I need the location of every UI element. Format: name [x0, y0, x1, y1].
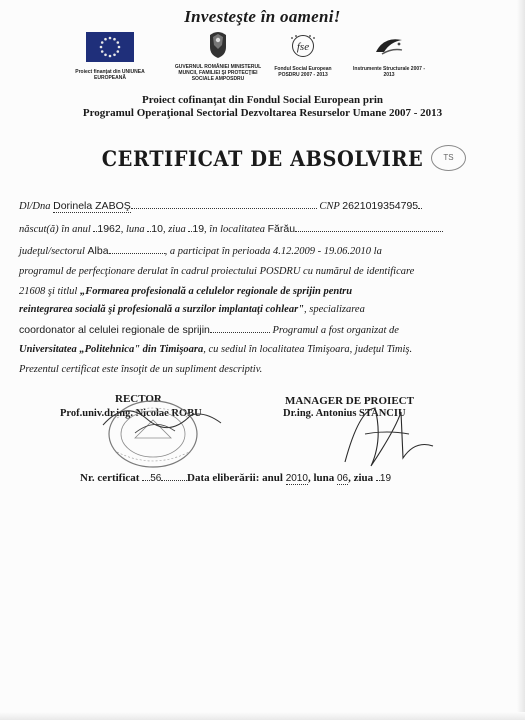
body-line-county: [19, 245, 382, 257]
dotted-leader: [210, 332, 270, 333]
county-value: Alba: [87, 245, 109, 257]
dotted-leader: [142, 480, 150, 481]
issue-date-label: Data eliberării: anul: [187, 472, 283, 484]
dotted-leader: [161, 480, 189, 481]
government-logo-caption: GUVERNUL ROMÂNIEI MINISTERUL MUNCII, FAMILIEI ŞI PROTECŢIEI SOCIALE AMPOSDRU: [174, 64, 262, 82]
body-line-birth: [19, 223, 443, 235]
certificate-title: CERTIFICAT DE ABSOLVIRE: [101, 146, 424, 171]
fse-logo: [272, 34, 334, 78]
period-text: , a participat în perioada 4.12.2009 - 19.06.2010 la: [164, 246, 382, 257]
specialization-label: , specializarea: [303, 304, 365, 315]
ts-stamp-mark: TS: [431, 145, 466, 171]
issue-day: 19: [379, 473, 392, 484]
specialization-value: coordonator al celulei regionale de sprijin: [19, 324, 210, 336]
birth-day: 19: [192, 223, 205, 235]
dotted-leader: [295, 231, 443, 232]
day-label: , ziua: [162, 224, 186, 235]
cnp-value: 2621019354795: [342, 200, 419, 212]
dotted-leader: [109, 253, 165, 254]
scan-edge-right: [517, 0, 525, 720]
structural-instruments-icon: [372, 34, 406, 58]
structural-instruments-logo: [352, 34, 426, 78]
name-value: Dorinela ZABOŞ: [53, 200, 131, 212]
birth-year: 1962: [97, 223, 121, 235]
rector-name: Prof.univ.dr.ing. Nicolae ROBU: [60, 408, 202, 419]
birth-locality: Fărău: [267, 223, 296, 235]
university-name: Universitatea „Politehnica" din Timişoara: [19, 344, 204, 355]
body-line-project-title-2: [19, 304, 365, 315]
eu-flag-icon: [86, 32, 134, 62]
scan-edge-bottom: [0, 712, 525, 720]
project-line-1: Proiect cofinanţat din Fondul Social European prin: [141, 94, 383, 106]
dotted-leader-end: [418, 207, 422, 209]
fse-logo-caption: Fondul Social European POSDRU 2007 - 2013: [274, 66, 332, 78]
county-label: judeţul/sectorul: [19, 246, 85, 257]
svg-text:fse: fse: [296, 41, 310, 53]
issue-year: 2010: [285, 473, 308, 484]
government-logo: [174, 29, 262, 82]
certificate-number-line: [80, 472, 189, 484]
issue-month-label: , luna: [307, 472, 335, 484]
cert-number-label: Nr. certificat: [80, 472, 140, 484]
name-prefix: Dl/Dna: [19, 201, 51, 212]
structural-instruments-caption: Instrumente Structurale 2007 - 2013: [353, 66, 425, 78]
born-label: născut(ă) în anul: [19, 224, 91, 235]
body-line-university: [19, 344, 412, 355]
birth-month: 10: [151, 223, 163, 235]
eu-logo-caption: Proiect finanţat din UNIUNEA EUROPEANĂ: [75, 69, 145, 81]
eu-logo: [75, 32, 145, 81]
manager-name: Dr.ing. Antonius STANCIU: [283, 408, 406, 419]
issue-day-label: , ziua: [348, 472, 374, 484]
manager-signature: [335, 400, 445, 475]
issue-date-line: [187, 472, 391, 484]
motto: Investeşte în oameni!: [184, 7, 341, 26]
university-location: , cu sediul în localitatea Timişoara, judeţul Timiş.: [203, 344, 413, 355]
romania-coat-of-arms-icon: [207, 29, 229, 59]
body-line-name: [19, 200, 422, 212]
project-title-part-2: reintegrarea socială şi profesională a surzilor implantaţi cohlear": [19, 304, 304, 315]
locality-label: , în localitatea: [204, 224, 265, 235]
cnp-label: CNP: [319, 201, 340, 212]
project-id-text: 21608 şi titlul: [19, 286, 78, 297]
rector-role: RECTOR: [115, 393, 162, 405]
body-line-supplement: Prezentul certificat este însoţit de un supliment descriptiv.: [19, 364, 263, 375]
issue-month: 06: [336, 473, 349, 484]
manager-role: MANAGER DE PROIECT: [285, 395, 414, 407]
organized-by-text: Programul a fost organizat de: [272, 325, 399, 336]
body-line-project-title: [19, 286, 352, 297]
dotted-leader: [131, 207, 317, 209]
month-label: , luna: [120, 224, 145, 235]
cert-number-value: 56: [150, 473, 162, 484]
body-line-program: programul de perfecţionare derulat în cadrul proiectului POSDRU cu numărul de identificare: [19, 266, 415, 277]
project-title-part-1: „Formarea profesională a celulelor regionale de sprijin pentru: [79, 286, 353, 297]
fse-logo-icon: [286, 34, 320, 58]
rector-signature: [95, 395, 235, 445]
body-line-specialization: [19, 324, 399, 336]
project-line-2: Programul Operaţional Sectorial Dezvoltarea Resurselor Umane 2007 - 2013: [82, 107, 443, 119]
